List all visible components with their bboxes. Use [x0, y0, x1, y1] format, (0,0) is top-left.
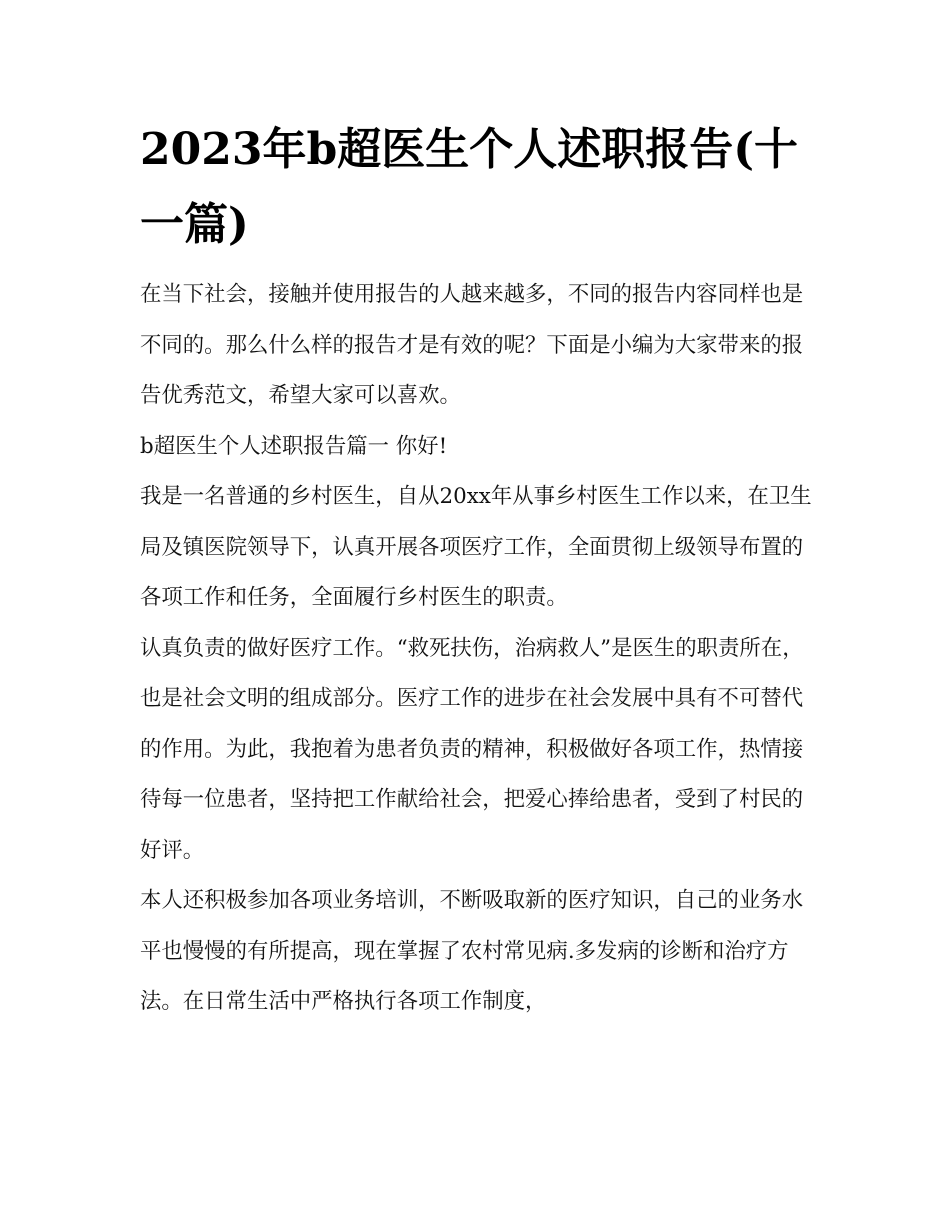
- paragraph-section-heading: b超医生个人述职报告篇一 你好!: [140, 433, 448, 459]
- paragraph-self-introduction: 我是一名普通的乡村医生，自从20xx年从事乡村医生工作以来，在卫生局及镇医院领导下，认真开展各项医疗工作，全面贯彻上级领导布置的各项工作和任务，全面履行乡村医生的职责。: [140, 484, 812, 610]
- document-title: 2023年b超医生个人述职报告(十一篇): [140, 124, 799, 250]
- paragraph-medical-work: 认真负责的做好医疗工作。“救死扶伤，治病救人”是医生的职责所在，也是社会文明的组成部分。医疗工作的进步在社会发展中具有不可替代的作用。为此，我抱着为患者负责的精神，积极做好各项工作，热情接待每一位患者，坚持把工作献给社会，把爱心捧给患者，受到了村民的好评。: [140, 635, 804, 863]
- document-body: [140, 112, 812, 1028]
- paragraph-training: 本人还积极参加各项业务培训，不断吸取新的医疗知识，自己的业务水平也慢慢的有所提高，现在掌握了农村常见病.多发病的诊断和治疗方法。在日常生活中严格执行各项工作制度，: [140, 888, 804, 1014]
- paragraph-intro: 在当下社会，接触并使用报告的人越来越多，不同的报告内容同样也是不同的。那么什么样的报告才是有效的呢？下面是小编为大家带来的报告优秀范文，希望大家可以喜欢。: [140, 282, 804, 408]
